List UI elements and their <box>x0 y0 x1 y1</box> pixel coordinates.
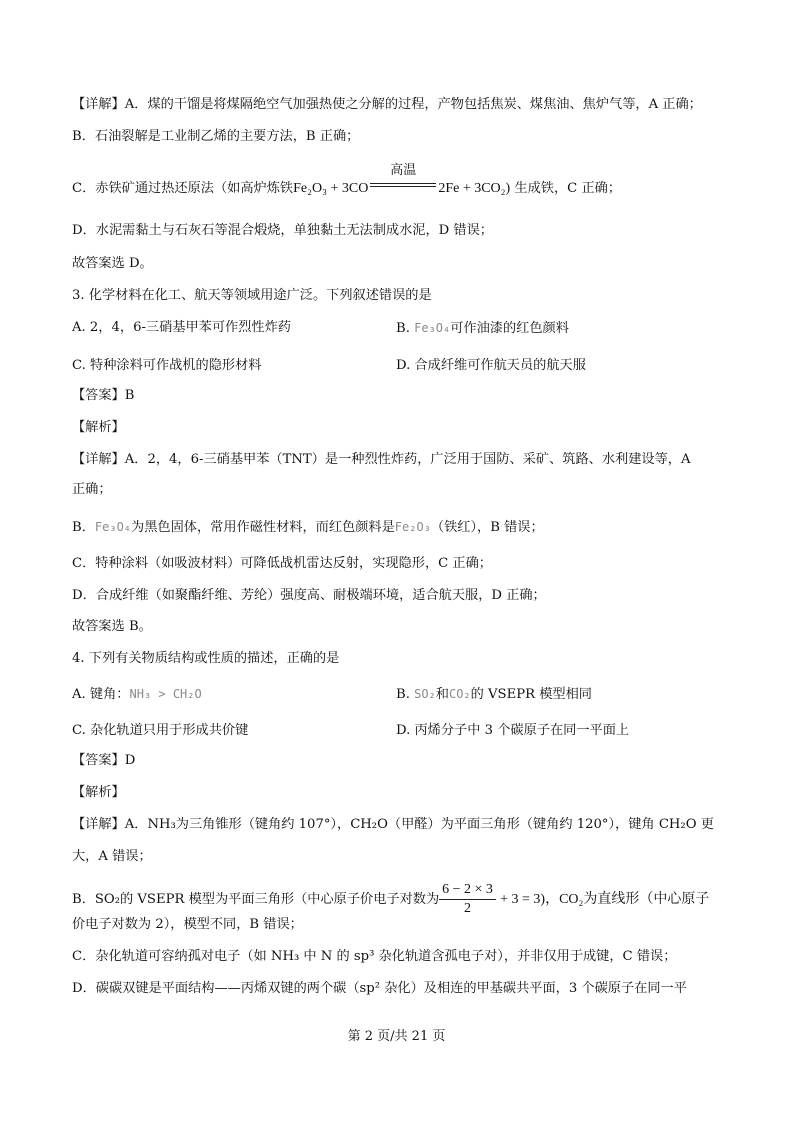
q4-option-b-formula-1: SO₂ <box>414 687 436 701</box>
q3-answer: 【答案】B <box>72 388 135 403</box>
vsepr-fraction-numerator: 6 − 2 × 3 <box>439 881 496 900</box>
q4-option-a-formula: NH₃ > CH₂O <box>129 687 202 701</box>
q4-option-b <box>396 684 592 705</box>
q3-detail-b <box>72 517 732 538</box>
q4-detail-d: D．碳碳双键是平面结构——丙烯双键的两个碳（sp² 杂化）及相连的甲基碳共平面，3 个碳原子在同一平 <box>72 981 687 996</box>
q4-option-a <box>72 684 202 705</box>
q4-analysis-title: 【解析】 <box>72 785 125 800</box>
q4-detail-b-after-fraction: + 3 = 3)，CO₂为直线形（中心原子 <box>500 892 710 907</box>
q4-answer: 【答案】D <box>72 753 136 768</box>
q3-analysis-title: 【解析】 <box>72 420 125 435</box>
q2-equation-right: 2Fe + 3CO₂) <box>438 181 511 196</box>
q3-option-b-formula: Fe₃O₄ <box>414 321 451 335</box>
q4-option-b-text: 的 VSEPR 模型相同 <box>470 687 592 702</box>
q3-detail-a-2: 正确； <box>72 482 112 497</box>
q4-detail-c: C．杂化轨道可容纳孤对电子（如 NH₃ 中 N 的 sp³ 杂化轨道含孤电子对），并非仅用于成键，C 错误； <box>72 949 677 964</box>
q3-detail-c: C．特种涂料（如吸波材料）可降低战机雷达反射，实现隐形，C 正确； <box>72 556 492 571</box>
q4-option-b-and: 和 <box>435 687 449 702</box>
q2-detail-b: B．石油裂解是工业制乙烯的主要方法，B 正确； <box>72 129 360 144</box>
q2-detail-c <box>72 163 732 199</box>
q3-detail-a-1: 【详解】A．2，4，6-三硝基甲苯（TNT）是一种烈性炸药，广泛用于国防、采矿、筑路、水利建设等，A <box>72 452 691 467</box>
q2-equation-left: Fe₂O₃ + 3CO <box>293 181 369 196</box>
q3-option-d: D. 合成纤维可作航天员的航天服 <box>396 358 586 373</box>
vsepr-fraction-denominator: 2 <box>464 901 472 916</box>
q4-detail-b-text: B．SO₂的 VSEPR 模型为平面三角形（中心原子价电子对数为 <box>72 892 440 907</box>
q3-option-a: A. 2，4，6-三硝基甲苯可作烈性炸药 <box>72 320 291 335</box>
q3-detail-b-prefix: B． <box>72 520 95 535</box>
q4-detail-a-2: 大，A 错误； <box>72 849 152 864</box>
reaction-condition: 高温 <box>390 163 417 178</box>
q2-detail-d: D．水泥需黏土与石灰石等混合煅烧，单独黏土无法制成水泥，D 错误； <box>72 223 493 238</box>
q2-conclusion: 故答案选 D。 <box>72 256 153 271</box>
q3-detail-b-formula-1: Fe₃O₄ <box>94 520 132 534</box>
q4-option-c: C. 杂化轨道只用于形成共价键 <box>72 723 249 738</box>
q2-detail-a: 【详解】A．煤的干馏是将煤隔绝空气加强热使之分解的过程，产物包括焦炭、煤焦油、焦炉气等，A 正确； <box>72 97 702 112</box>
page-footer: 第 2 页/共 21 页 <box>347 1029 446 1044</box>
q3-detail-b-formula-2: Fe₂O₃ <box>394 520 431 534</box>
q4-option-b-formula-2: CO₂ <box>448 687 471 701</box>
q3-conclusion: 故答案选 B。 <box>72 619 152 634</box>
q3-option-b-label: B. <box>396 321 410 336</box>
q4-detail-b-2: 价电子对数为 2），模型不同，B 错误； <box>72 917 303 932</box>
vsepr-fraction <box>439 881 496 918</box>
q4-stem: 4. 下列有关物质结构或性质的描述，正确的是 <box>72 651 340 666</box>
q2-detail-c-text: C．赤铁矿通过热还原法（如高炉炼铁 <box>72 181 294 196</box>
q4-option-d: D. 丙烯分子中 3 个碳原子在同一平面上 <box>396 723 630 738</box>
q3-stem: 3. 化学材料在化工、航天等领域用途广泛。下列叙述错误的是 <box>72 288 432 303</box>
q3-detail-b-mid: 为黑色固体，常用作磁性材料，而红色颜料是 <box>131 520 395 535</box>
q4-option-b-label: B. <box>396 687 410 702</box>
q4-detail-a-1: 【详解】A．NH₃为三角锥形（键角约 107°），CH₂O（甲醛）为平面三角形（键角约 120°），键角 CH₂O 更 <box>72 817 714 832</box>
q2-detail-c-tail: 生成铁，C 正确； <box>514 181 622 196</box>
q3-detail-d: D．合成纤维（如聚酯纤维、芳纶）强度高、耐极端环境，适合航天服，D 正确； <box>72 588 546 603</box>
q3-detail-b-tail: （铁红），B 错误； <box>430 520 544 535</box>
reaction-arrow <box>368 163 438 194</box>
q4-option-a-label: A. 键角： <box>72 687 130 702</box>
q3-option-b-text: 可作油漆的红色颜料 <box>450 321 569 336</box>
q3-option-c: C. 特种涂料可作战机的隐形材料 <box>72 358 262 373</box>
q3-option-b <box>396 318 569 339</box>
